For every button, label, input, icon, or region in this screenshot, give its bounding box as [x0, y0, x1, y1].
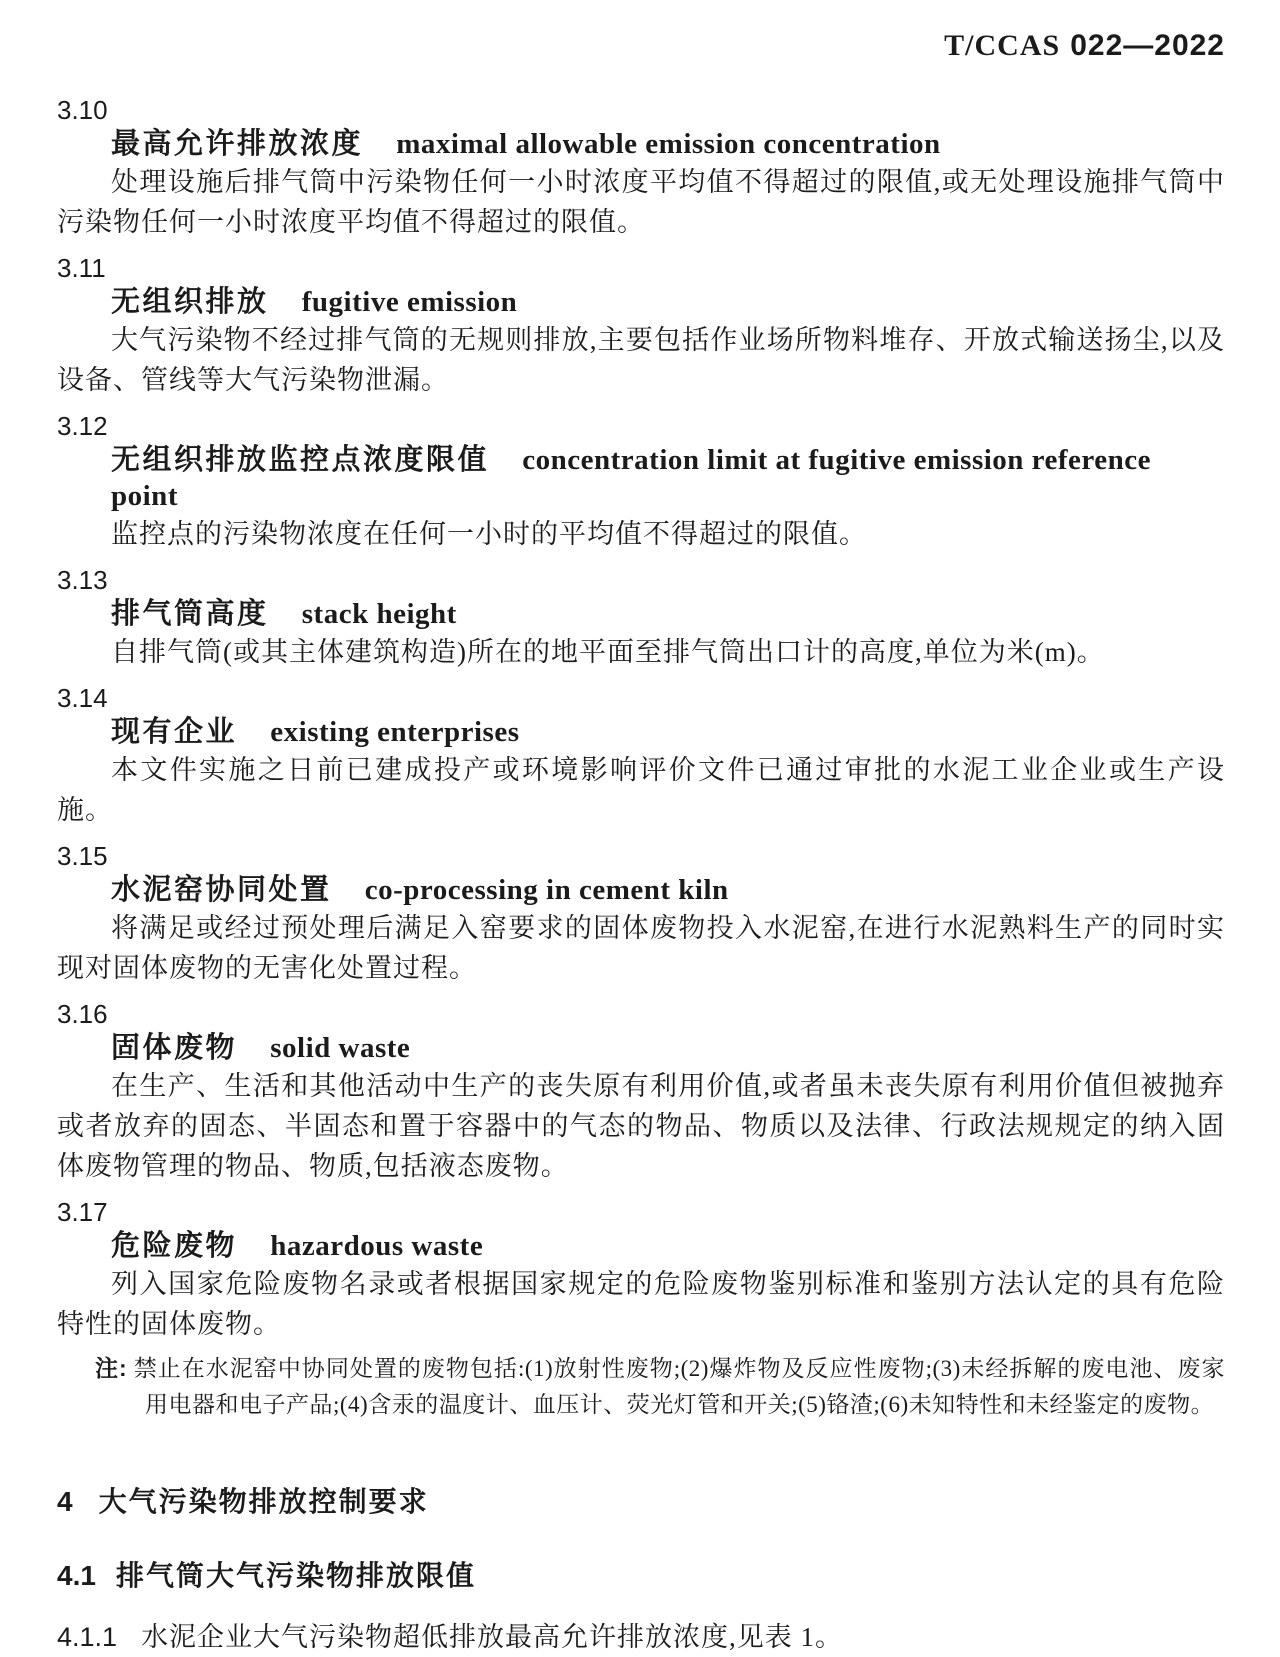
section-number: 3.16: [57, 999, 108, 1029]
term-english: hazardous waste: [270, 1230, 484, 1262]
term-chinese: 危险废物: [111, 1230, 238, 1262]
definition-paragraph: 将满足或经过预处理后满足入窑要求的固体废物投入水泥窑,在进行水泥熟料生产的同时实现对固体废物的无害化处置过程。: [57, 913, 1225, 983]
definition-paragraph: 在生产、生活和其他活动中生产的丧失原有利用价值,或者虽未丧失原有利用价值但被抛弃或者放弃的固态、半固态和置于容器中的气态的物品、物质以及法律、行政法规规定的纳入固体废物管理的物品、物质,包括液态废物。: [57, 1071, 1225, 1181]
term-english: maximal allowable emission concentration: [396, 128, 941, 160]
term-chinese: 无组织排放: [111, 286, 269, 318]
definition-paragraph: 处理设施后排气筒中污染物任何一小时浓度平均值不得超过的限值,或无处理设施排气筒中污染物任何一小时浓度平均值不得超过的限值。: [57, 167, 1225, 237]
term-section-3-12: [57, 410, 1225, 554]
definition-paragraph: 本文件实施之日前已建成投产或环境影响评价文件已通过审批的水泥工业企业或生产设施。: [57, 755, 1225, 825]
prohibited-waste-note: [57, 1350, 1225, 1423]
term-section-3-15: [57, 840, 1225, 988]
term-section-3-16: [57, 998, 1225, 1186]
definition-paragraph: 列入国家危险废物名录或者根据国家规定的危险废物鉴别标准和鉴别方法认定的具有危险特性的固体废物。: [57, 1269, 1225, 1339]
term-heading: [111, 284, 1225, 320]
term-english: existing enterprises: [270, 716, 520, 748]
term-section-3-11: [57, 252, 1225, 400]
clause-text: 水泥企业大气污染物超低排放最高允许排放浓度,见表 1。: [141, 1622, 844, 1652]
chapter-title: 大气污染物排放控制要求: [98, 1486, 429, 1517]
term-chinese: 无组织排放监控点浓度限值: [111, 444, 490, 476]
clause-number: 4.1.1: [57, 1622, 118, 1652]
section-number: 3.12: [57, 411, 108, 441]
term-chinese: 水泥窑协同处置: [111, 874, 332, 906]
definition-paragraph: 监控点的污染物浓度在任何一小时的平均值不得超过的限值。: [111, 519, 867, 549]
section-number: 3.15: [57, 841, 108, 871]
chapter-number: 4: [57, 1486, 73, 1517]
term-section-3-17: [57, 1196, 1225, 1423]
note-label: 注:: [95, 1355, 128, 1381]
definition-paragraph: 大气污染物不经过排气筒的无规则排放,主要包括作业场所物料堆存、开放式输送扬尘,以及设备、管线等大气污染物泄漏。: [57, 325, 1225, 395]
term-english: concentration limit at fugitive emission reference point: [111, 444, 1152, 512]
section-number: 3.13: [57, 565, 108, 595]
term-section-3-13: [57, 564, 1225, 672]
subsection-number: 4.1: [57, 1560, 96, 1591]
clause-4-1-1: [57, 1617, 1225, 1657]
term-heading: [111, 442, 1225, 514]
chapter-heading: [57, 1483, 1225, 1521]
term-heading: [111, 1030, 1225, 1066]
term-heading: [111, 596, 1225, 632]
term-section-3-14: [57, 682, 1225, 830]
term-english: fugitive emission: [301, 286, 518, 318]
term-section-3-10: [57, 94, 1225, 242]
term-english: stack height: [301, 598, 457, 630]
term-heading: [111, 126, 1225, 162]
standard-prefix: T/CCAS: [944, 29, 1061, 62]
term-chinese: 最高允许排放浓度: [111, 128, 364, 160]
term-chinese: 固体废物: [111, 1032, 238, 1064]
definition-paragraph: 自排气筒(或其主体建筑构造)所在的地平面至排气筒出口计的高度,单位为米(m)。: [111, 637, 1105, 667]
term-chinese: 现有企业: [111, 716, 238, 748]
term-chinese: 排气筒高度: [111, 598, 269, 630]
section-number: 3.17: [57, 1197, 108, 1227]
section-number: 3.11: [57, 253, 106, 283]
section-number: 3.14: [57, 683, 108, 713]
running-header: [57, 28, 1225, 64]
subsection-title: 排气筒大气污染物排放限值: [115, 1560, 476, 1591]
term-heading: [111, 872, 1225, 908]
subsection-heading: [57, 1557, 1225, 1595]
term-heading: [111, 1228, 1225, 1264]
section-number: 3.10: [57, 95, 108, 125]
term-english: solid waste: [270, 1032, 411, 1064]
standard-number: 022—2022: [1070, 29, 1225, 62]
term-english: co-processing in cement kiln: [364, 874, 729, 906]
term-heading: [111, 714, 1225, 750]
note-text: 禁止在水泥窑中协同处置的废物包括:(1)放射性废物;(2)爆炸物及反应性废物;(3)未经拆解的废电池、废家用电器和电子产品;(4)含汞的温度计、血压计、荧光灯管和开关;(5)铬渣;(6)未知特性和未经鉴定的废物。: [133, 1356, 1225, 1417]
